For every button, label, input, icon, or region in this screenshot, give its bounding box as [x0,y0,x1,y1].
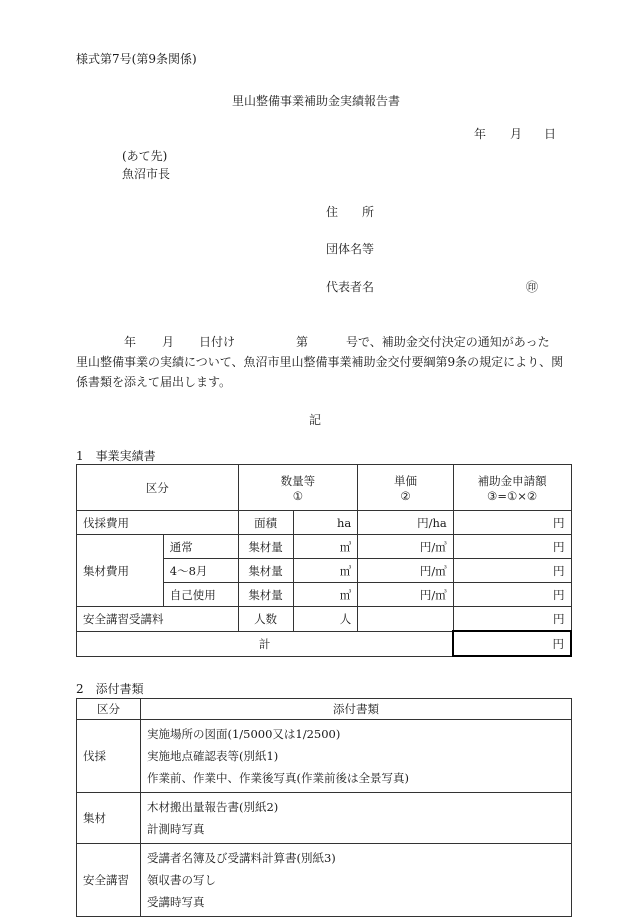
attachment-doc: 木材搬出量報告書(別紙2) [146,800,279,814]
row-logging [77,511,572,535]
subsidy-cell: 円 [453,583,571,607]
body-year: 年 [124,335,137,349]
attachment-row-safety [77,844,572,917]
attachment-doc: 受講時写真 [146,895,205,909]
date-day: 日 [544,127,557,141]
body-line-2: 里山整備事業の実績について、魚沼市里山整備事業補助金交付要綱第9条の規定により、関 [76,355,564,369]
date-month: 月 [510,127,523,141]
subsidy-cell: 円 [453,535,571,559]
body-dated: 日付け [199,335,236,349]
measure-label: 集材量 [238,535,293,559]
header-category: 区分 [77,465,239,511]
attachment-doc: 領収書の写し [146,873,216,887]
row-label: 集材費用 [77,535,164,607]
attachment-doc: 作業前、作業中、作業後写真(作業前後は全景写真) [146,771,409,785]
unit-price-cell: 円/㎥ [358,535,454,559]
total-subsidy-cell: 円 [453,631,571,656]
quantity-cell: ㎥ [293,559,358,583]
attachment-docs [140,844,571,917]
form-number: 様式第7号(第9条関係) [76,52,197,66]
sub-label: 通常 [163,535,238,559]
group-name-label: 団体名等 [326,242,375,256]
subsidy-cell: 円 [453,511,571,535]
representative-label: 代表者名 [326,280,375,294]
header-category: 区分 [77,699,141,720]
attachment-doc: 実施地点確認表等(別紙1) [146,749,279,763]
header-quantity-mark: ① [292,488,304,503]
total-label: 計 [77,631,454,656]
sub-label: 自己使用 [163,583,238,607]
row-total [77,631,572,656]
attachments-table [76,698,572,917]
results-table [76,464,572,657]
row-label: 安全講習受講料 [77,607,239,632]
header-unit-price-label: 単価 [393,473,417,488]
measure-label: 人数 [238,607,293,632]
unit-price-cell: 円/㎥ [358,559,454,583]
header-subsidy-formula: ③=①×② [487,488,538,503]
recipient-label: (あて先) [122,149,168,163]
measure-label: 集材量 [238,559,293,583]
header-quantity [238,465,358,511]
attachment-docs [140,720,571,793]
header-unit-price-mark: ② [400,488,411,503]
address-label: 住 所 [326,205,375,219]
attachment-row-logging [77,720,572,793]
subsidy-cell: 円 [453,607,571,632]
results-header-row [77,465,572,511]
body-number-suffix: 号で、補助金交付決定の通知があった [346,335,550,349]
header-unit-price [358,465,454,511]
quantity-cell: 人 [293,607,358,632]
attachment-doc: 受講者名簿及び受講料計算書(別紙3) [146,851,336,865]
header-subsidy-label: 補助金申請額 [477,473,547,488]
measure-label: 集材量 [238,583,293,607]
section1-heading: 1 事業実績書 [76,449,156,463]
subsidy-cell: 円 [453,559,571,583]
date-year: 年 [474,127,487,141]
row-collection-normal [77,535,572,559]
body-number-prefix: 第 [296,335,309,349]
attachments-header-row [77,699,572,720]
attachment-docs [140,793,571,844]
measure-label: 面積 [238,511,293,535]
body-line-3: 係書類を添えて届出します。 [76,375,232,389]
body-month: 月 [162,335,175,349]
attachment-doc: 計測時写真 [146,822,205,836]
header-documents: 添付書類 [140,699,571,720]
sub-label: 4〜8月 [163,559,238,583]
row-label: 伐採費用 [77,511,239,535]
attachment-category: 伐採 [77,720,141,793]
unit-price-cell [358,607,454,632]
header-quantity-label: 数量等 [280,473,316,488]
ki-mark: 記 [309,413,322,427]
attachment-row-collection [77,793,572,844]
recipient-name: 魚沼市長 [122,167,171,181]
unit-price-cell: 円/㎥ [358,583,454,607]
section2-heading: 2 添付書類 [76,682,144,696]
header-subsidy [453,465,571,511]
row-safety-training [77,607,572,632]
quantity-cell: ㎥ [293,535,358,559]
attachment-category: 集材 [77,793,141,844]
attachment-doc: 実施場所の図面(1/5000又は1/2500) [146,727,341,741]
seal-mark: ㊞ [526,280,539,294]
attachment-category: 安全講習 [77,844,141,917]
document-title: 里山整備事業補助金実績報告書 [232,94,401,108]
quantity-cell: ㎥ [293,583,358,607]
unit-price-cell: 円/ha [358,511,454,535]
quantity-cell: ha [293,511,358,535]
